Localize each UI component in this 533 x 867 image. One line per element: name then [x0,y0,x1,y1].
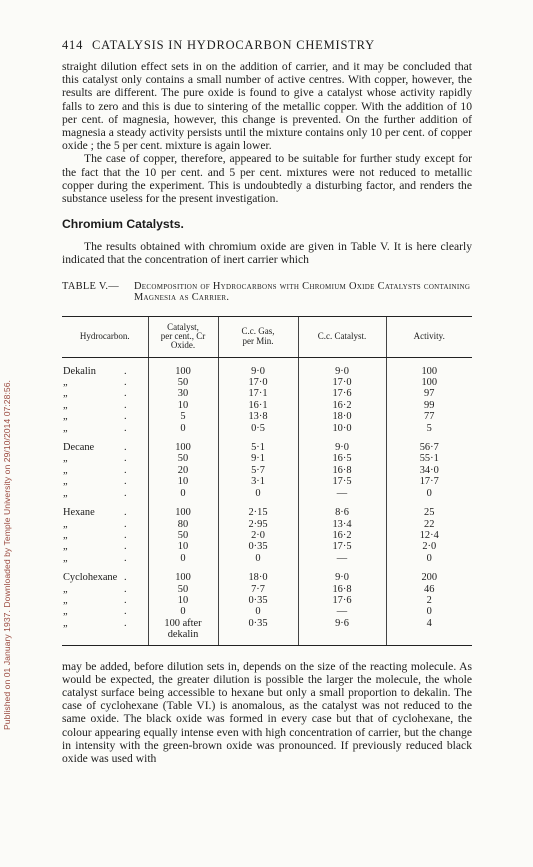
cell-hydrocarbon: „ . [63,377,127,389]
cell-activity: 77 [386,411,472,422]
table-row [62,584,472,595]
table-row [62,453,472,464]
cell-gas-rate: 16·1 [218,400,298,411]
cell-hydrocarbon: „ . [63,411,127,423]
table-row [62,400,472,411]
cell-cc-catalyst: 16·8 [298,465,386,476]
cell-cc-catalyst: 17·5 [298,476,386,487]
data-table [62,316,472,646]
cell-cc-catalyst: — [298,488,386,499]
cell-hydrocarbon: „ . [63,617,127,629]
table-row [62,488,472,499]
cell-hydrocarbon: Cyclohexane . [63,572,127,584]
table-row [62,507,472,518]
cell-catalyst-percent: 50 [148,584,218,595]
cell-catalyst-percent: 10 [148,595,218,606]
cell-cc-catalyst: 9·0 [298,366,386,377]
cell-activity [386,629,472,645]
cell-gas-rate: 2·95 [218,519,298,530]
table-spacer-row [62,434,472,442]
header-hydrocarbon: Hydrocarbon. [62,316,148,357]
cell-cc-catalyst: 17·0 [298,377,386,388]
cell-gas-rate: 0·5 [218,423,298,434]
cell-gas-rate: 2·15 [218,507,298,518]
page-number: 414 [62,38,84,52]
table-row [62,618,472,629]
cell-activity: 0 [386,553,472,564]
cell-hydrocarbon: „ . [63,487,127,499]
cell-gas-rate: 2·0 [218,530,298,541]
cell-activity: 0 [386,606,472,617]
header-gas: C.c. Gas, per Min. [218,316,298,357]
table-row [62,423,472,434]
cell-catalyst-percent: 30 [148,388,218,399]
cell-catalyst-percent: 10 [148,400,218,411]
cell-catalyst-percent: 80 [148,519,218,530]
cell-hydrocarbon: Decane . [63,442,127,454]
cell-activity: 22 [386,519,472,530]
cell-gas-rate: 3·1 [218,476,298,487]
page [62,38,472,765]
cell-activity: 56·7 [386,442,472,453]
cell-activity: 100 [386,377,472,388]
cell-catalyst-percent: 20 [148,465,218,476]
cell-hydrocarbon: Hexane . [63,507,127,519]
cell-hydrocarbon: „ . [63,583,127,595]
table-row [62,629,472,645]
download-watermark [2,90,16,730]
cell-activity: 46 [386,584,472,595]
cell-catalyst-percent: 0 [148,423,218,434]
cell-activity: 12·4 [386,530,472,541]
table-header-row [62,316,472,357]
header-cc-catalyst: C.c. Catalyst. [298,316,386,357]
table-spacer-row [62,564,472,572]
cell-activity: 99 [386,400,472,411]
cell-hydrocarbon: „ . [63,388,127,400]
cell-catalyst-percent: 100 after [148,618,218,629]
table-row [62,476,472,487]
cell-gas-rate [218,629,298,645]
cell-hydrocarbon: „ . [63,453,127,465]
cell-activity: 4 [386,618,472,629]
table-row [62,553,472,564]
cell-catalyst-percent: 0 [148,553,218,564]
cell-catalyst-percent: 50 [148,453,218,464]
cell-gas-rate: 9·1 [218,453,298,464]
cell-cc-catalyst: 17·5 [298,541,386,552]
table-row [62,595,472,606]
cell-catalyst-percent: 100 [148,366,218,377]
cell-hydrocarbon: Dekalin . [63,365,127,377]
cell-hydrocarbon: „ . [63,518,127,530]
cell-activity: 97 [386,388,472,399]
cell-gas-rate: 0 [218,606,298,617]
cell-catalyst-percent: 0 [148,488,218,499]
cell-hydrocarbon: „ . [63,422,127,434]
cell-cc-catalyst: 9·6 [298,618,386,629]
body-paragraph: The results obtained with chromium oxide are given in Table V. It is here clearly indicated that the concentration of inert carrier which [62,240,472,267]
cell-hydrocarbon: „ . [63,594,127,606]
cell-gas-rate: 17·0 [218,377,298,388]
cell-gas-rate: 9·0 [218,366,298,377]
body-paragraph: may be added, before dilution sets in, depends on the size of the reacting molecule. As would be expected, the greater dilution is possible the larger the molecule, the whole catalyst surface being accessible to hexane but only a small proportion to dekalin. The case of cyclohexane (Table VI.) is anomalous, as the catalyst was not reduced to the same oxide. The black oxide was formed in every case but that of cyclohexane, the colour appearing equally intense even with high concentration of carrier, but the change in intensity with the green-brown oxide was pronounced. If previously reduced black oxide was used with [62,659,472,765]
cell-catalyst-percent: 50 [148,530,218,541]
cell-activity: 100 [386,366,472,377]
cell-gas-rate: 0·35 [218,595,298,606]
table-caption-text: Decomposition of Hydrocarbons with Chromium Oxide Catalysts containing Magnesia as Carrier. [134,280,471,304]
cell-hydrocarbon: „ . [63,529,127,541]
table-row [62,442,472,453]
cell-catalyst-percent: 50 [148,377,218,388]
table-row [62,519,472,530]
table-row [62,606,472,617]
table-row [62,541,472,552]
cell-gas-rate: 0 [218,553,298,564]
header-catalyst: Catalyst, per cent., Cr Oxide. [148,316,218,357]
cell-cc-catalyst: 13·4 [298,519,386,530]
cell-cc-catalyst: — [298,553,386,564]
table-spacer-row [62,357,472,366]
cell-activity: 55·1 [386,453,472,464]
body-paragraph: straight dilution effect sets in on the addition of carrier, and it may be concluded that this catalyst only contains a small number of active centres. With copper, however, the results are different. The pure oxide is found to give a catalyst whose activity rapidly falls to zero and this is due to sintering of the metallic copper. With the addition of 10 per cent. of magnesia, however, this change is prevented. On the further addition of magnesia a steady activity persists until the mixture contains only 10 per cent. of copper oxide ; the 5 per cent. mixture is again lower. [62,60,472,153]
cell-catalyst-percent: 100 [148,442,218,453]
cell-gas-rate: 18·0 [218,572,298,583]
cell-cc-catalyst [298,629,386,645]
table-caption [62,281,472,304]
table-row [62,411,472,422]
table-body [62,357,472,645]
cell-hydrocarbon: „ . [63,476,127,488]
table-row [62,377,472,388]
cell-hydrocarbon: „ . [63,464,127,476]
cell-cc-catalyst: 9·0 [298,572,386,583]
table-row [62,366,472,377]
cell-gas-rate: 13·8 [218,411,298,422]
cell-catalyst-percent: 0 [148,606,218,617]
cell-cc-catalyst: 16·2 [298,530,386,541]
cell-cc-catalyst: 16·5 [298,453,386,464]
cell-cc-catalyst: 16·2 [298,400,386,411]
cell-catalyst-percent: 10 [148,541,218,552]
cell-cc-catalyst: 10·0 [298,423,386,434]
cell-activity: 17·7 [386,476,472,487]
cell-activity: 25 [386,507,472,518]
cell-activity: 0 [386,488,472,499]
cell-activity: 34·0 [386,465,472,476]
cell-cc-catalyst: 18·0 [298,411,386,422]
body-paragraph: The case of copper, therefore, appeared to be suitable for further study except for the fact that the 10 per cent. and 5 per cent. mixtures were not reduced to metallic copper during the experiment. This is undoubtedly a disturbing factor, and renders the substance useless for the present investigation. [62,152,472,206]
cell-cc-catalyst: — [298,606,386,617]
cell-activity: 2 [386,595,472,606]
cell-activity: 200 [386,572,472,583]
cell-hydrocarbon: „ . [63,399,127,411]
cell-gas-rate: 5·1 [218,442,298,453]
table-spacer-row [62,499,472,507]
cell-gas-rate: 0·35 [218,618,298,629]
cell-activity: 5 [386,423,472,434]
section-heading: Chromium Catalysts. [62,217,184,232]
table-row [62,465,472,476]
table-row [62,388,472,399]
download-watermark-text: Published on 01 January 1937. Downloaded by Temple University on 29/10/2014 07:28:56. [2,380,12,730]
cell-gas-rate: 7·7 [218,584,298,595]
cell-cc-catalyst: 9·0 [298,442,386,453]
cell-catalyst-percent: dekalin [148,629,218,645]
table-label: TABLE V.— [62,280,119,292]
cell-catalyst-percent: 100 [148,507,218,518]
cell-catalyst-percent: 100 [148,572,218,583]
cell-activity: 2·0 [386,541,472,552]
cell-cc-catalyst: 17·6 [298,388,386,399]
header-activity: Activity. [386,316,472,357]
cell-cc-catalyst: 8·6 [298,507,386,518]
cell-hydrocarbon [62,629,148,645]
cell-catalyst-percent: 5 [148,411,218,422]
cell-gas-rate: 5·7 [218,465,298,476]
table-row [62,572,472,583]
cell-cc-catalyst: 16·8 [298,584,386,595]
cell-hydrocarbon: „ . [63,552,127,564]
table-row [62,530,472,541]
running-head [62,38,472,60]
cell-cc-catalyst: 17·6 [298,595,386,606]
cell-catalyst-percent: 10 [148,476,218,487]
running-title: CATALYSIS IN HYDROCARBON CHEMISTRY [92,38,375,52]
cell-gas-rate: 17·1 [218,388,298,399]
cell-hydrocarbon: „ . [63,541,127,553]
cell-hydrocarbon: „ . [63,606,127,618]
cell-gas-rate: 0 [218,488,298,499]
cell-gas-rate: 0·35 [218,541,298,552]
